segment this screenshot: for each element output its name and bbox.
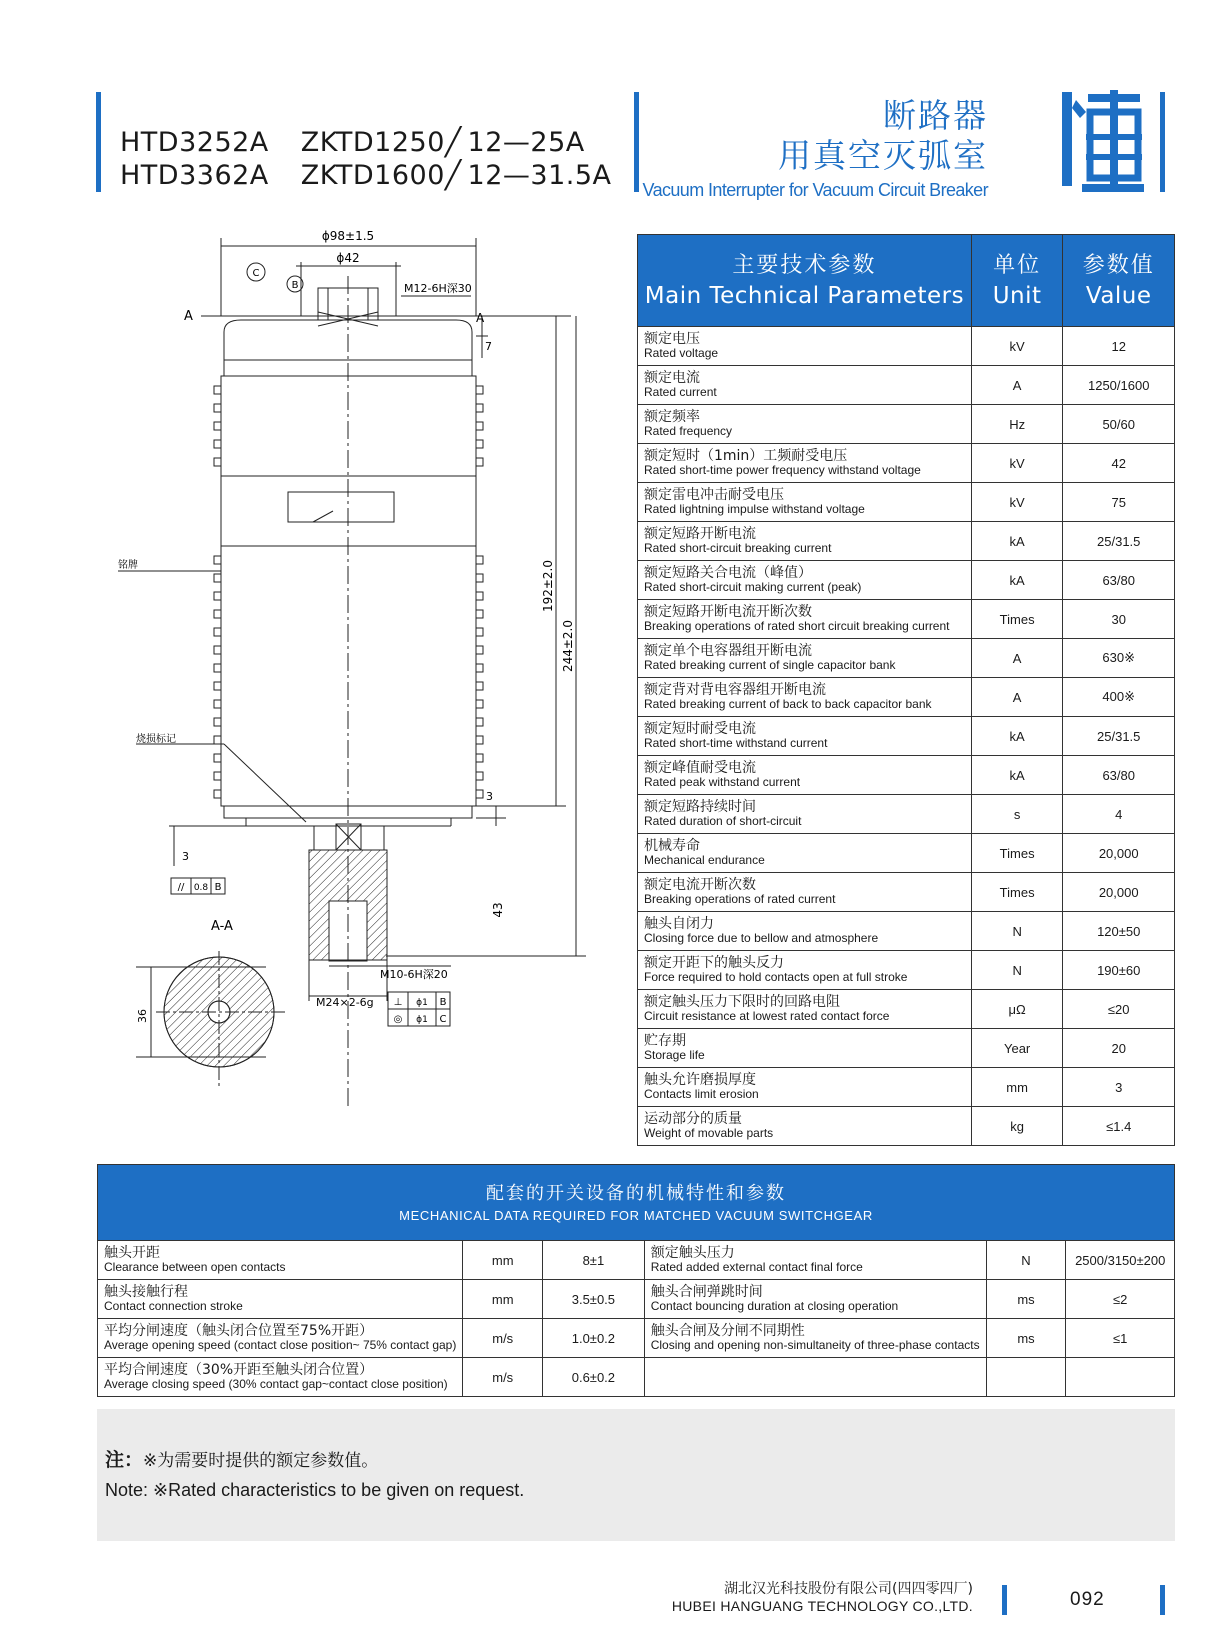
brand-cn-line2: 用真空灭弧室 bbox=[778, 136, 988, 175]
param-name-en: Rated frequency bbox=[644, 424, 733, 438]
tech-row bbox=[638, 522, 1175, 561]
company-en: HUBEI HANGUANG TECHNOLOGY CO.,LTD. bbox=[671, 1598, 973, 1614]
note-box bbox=[97, 1409, 1175, 1541]
param-value: 3 bbox=[1063, 1068, 1175, 1107]
mech-param-left-en: Average opening speed (contact close position~ 75% contact gap) bbox=[104, 1338, 457, 1352]
mech-param-left-cn: 平均合闸速度（30%开距至触头闭合位置） bbox=[104, 1362, 374, 1378]
header-right-bar bbox=[1160, 92, 1165, 192]
param-unit: kg bbox=[971, 1107, 1063, 1146]
model-line-1: HTD3252A ZKTD1250╱ 12—25A bbox=[120, 127, 585, 158]
param-name-cn: 额定频率 bbox=[644, 409, 700, 425]
tech-header-row bbox=[638, 235, 1175, 327]
param-unit: kA bbox=[971, 756, 1063, 795]
datum-c: C bbox=[252, 268, 260, 279]
param-value: 20 bbox=[1063, 1029, 1175, 1068]
mech-unit-right: N bbox=[986, 1241, 1066, 1280]
param-name bbox=[638, 834, 972, 873]
mech-param-right-cn: 触头合闸及分闸不同期性 bbox=[650, 1323, 805, 1339]
param-value: 63/80 bbox=[1063, 756, 1175, 795]
param-name-cn: 额定短路开断电流 bbox=[644, 526, 756, 542]
header-mid-bar bbox=[634, 92, 639, 192]
param-unit: N bbox=[971, 912, 1063, 951]
section-mark-right: A bbox=[476, 311, 485, 325]
param-name-en: Rated duration of short-circuit bbox=[644, 814, 802, 828]
mech-value-right bbox=[1066, 1358, 1175, 1397]
thread-rod: M24×2-6g bbox=[316, 996, 374, 1009]
mech-row bbox=[98, 1319, 1175, 1358]
tech-row bbox=[638, 873, 1175, 912]
param-name bbox=[638, 366, 972, 405]
tech-row bbox=[638, 756, 1175, 795]
tech-row bbox=[638, 834, 1175, 873]
param-name-cn: 额定触头压力下限时的回路电阻 bbox=[644, 994, 840, 1010]
param-name-en: Rated short-time power frequency withstand voltage bbox=[644, 463, 921, 477]
interrupter-drawing bbox=[96, 226, 636, 1166]
mech-row bbox=[98, 1280, 1175, 1319]
param-name-cn: 额定电流开断次数 bbox=[644, 877, 756, 893]
mech-param-right-en: Closing and opening non-simultaneity of three-phase contacts bbox=[650, 1338, 980, 1352]
tol-parallel-value: 0.8 bbox=[193, 883, 209, 893]
param-unit: A bbox=[971, 366, 1063, 405]
mech-param-left-cn: 触头开距 bbox=[104, 1245, 160, 1261]
param-name-en: Breaking operations of rated current bbox=[644, 892, 836, 906]
tech-row bbox=[638, 444, 1175, 483]
param-unit: Hz bbox=[971, 405, 1063, 444]
mech-param-left-en: Average closing speed (30% contact gap~contact close position) bbox=[104, 1377, 448, 1391]
param-unit: kV bbox=[971, 444, 1063, 483]
tol-perp-value: ϕ1 bbox=[416, 998, 428, 1008]
dim-inner-dia: ϕ42 bbox=[336, 251, 360, 265]
tech-row bbox=[638, 561, 1175, 600]
tech-row bbox=[638, 951, 1175, 990]
param-value: 30 bbox=[1063, 600, 1175, 639]
label-wear-mark: 烧损标记 bbox=[136, 734, 176, 745]
dim-3-left: 3 bbox=[182, 850, 189, 863]
param-name-cn: 额定雷电冲击耐受电压 bbox=[644, 487, 784, 503]
mech-param-left bbox=[98, 1241, 463, 1280]
tech-header-value: 参数值 Value bbox=[1063, 235, 1175, 327]
param-unit: kA bbox=[971, 717, 1063, 756]
company-cn: 湖北汉光科技股份有限公司(四四零四厂) bbox=[724, 1581, 973, 1597]
param-name-en: Closing force due to bellow and atmosphere bbox=[644, 931, 879, 945]
dim-36: 36 bbox=[136, 1009, 149, 1023]
mech-param-right bbox=[644, 1319, 986, 1358]
param-name-cn: 额定短时（1min）工频耐受电压 bbox=[644, 448, 848, 464]
param-name bbox=[638, 951, 972, 990]
param-value: 50/60 bbox=[1063, 405, 1175, 444]
param-name-cn: 额定开距下的触头反力 bbox=[644, 955, 784, 971]
tech-params-table bbox=[637, 234, 1175, 1146]
param-value: 63/80 bbox=[1063, 561, 1175, 600]
param-name bbox=[638, 795, 972, 834]
param-name-en: Mechanical endurance bbox=[644, 853, 765, 867]
param-name bbox=[638, 873, 972, 912]
param-name-cn: 额定短时耐受电流 bbox=[644, 721, 756, 737]
param-name-cn: 运动部分的质量 bbox=[644, 1111, 742, 1127]
brand-en: Vacuum Interrupter for Vacuum Circuit Breaker bbox=[642, 180, 988, 200]
param-unit: kA bbox=[971, 522, 1063, 561]
param-value: 25/31.5 bbox=[1063, 717, 1175, 756]
param-name-cn: 额定单个电容器组开断电流 bbox=[644, 643, 812, 659]
mech-unit-left: m/s bbox=[463, 1319, 543, 1358]
param-name bbox=[638, 444, 972, 483]
tech-header-param: 主要技术参数 Main Technical Parameters bbox=[638, 235, 972, 327]
param-unit: μΩ bbox=[971, 990, 1063, 1029]
dim-height-192: 192±2.0 bbox=[541, 559, 555, 613]
tech-row bbox=[638, 1029, 1175, 1068]
param-name bbox=[638, 1068, 972, 1107]
tol-perp-datum: B bbox=[439, 997, 447, 1008]
mech-value-left: 1.0±0.2 bbox=[543, 1319, 645, 1358]
param-value: 25/31.5 bbox=[1063, 522, 1175, 561]
mech-param-left-cn: 平均分闸速度（触头闭合位置至75%开距） bbox=[104, 1323, 374, 1339]
param-name-en: Rated voltage bbox=[644, 346, 719, 360]
param-unit: Times bbox=[971, 834, 1063, 873]
param-name-cn: 额定背对背电容器组开断电流 bbox=[644, 682, 826, 698]
param-name-cn: 机械寿命 bbox=[644, 838, 700, 854]
param-value: 4 bbox=[1063, 795, 1175, 834]
mech-param-right-cn: 额定触头压力 bbox=[650, 1245, 735, 1261]
tech-row bbox=[638, 639, 1175, 678]
tech-row bbox=[638, 366, 1175, 405]
param-name-cn: 额定短路开断电流开断次数 bbox=[644, 604, 812, 620]
param-name bbox=[638, 522, 972, 561]
param-name-en: Rated short-circuit making current (peak) bbox=[644, 580, 862, 594]
param-value: 1250/1600 bbox=[1063, 366, 1175, 405]
mech-unit-right bbox=[986, 1358, 1066, 1397]
tech-row bbox=[638, 990, 1175, 1029]
tol-conc-symbol: ◎ bbox=[393, 1014, 403, 1025]
brand-cn-line1: 断路器 bbox=[883, 96, 988, 135]
param-name bbox=[638, 990, 972, 1029]
mech-unit-left: m/s bbox=[463, 1358, 543, 1397]
param-unit: Times bbox=[971, 873, 1063, 912]
param-value: ≤1.4 bbox=[1063, 1107, 1175, 1146]
dim-7: 7 bbox=[485, 340, 492, 353]
note-en: Note: ※Rated characteristics to be given on request. bbox=[105, 1480, 525, 1500]
model-titles bbox=[120, 126, 611, 192]
param-unit: A bbox=[971, 639, 1063, 678]
param-name-en: Storage life bbox=[644, 1048, 705, 1062]
param-value: 630※ bbox=[1063, 639, 1175, 678]
mech-value-left: 8±1 bbox=[543, 1241, 645, 1280]
tol-parallel-datum: B bbox=[214, 882, 222, 893]
mech-param-right-cn: 触头合闸弹跳时间 bbox=[650, 1284, 763, 1300]
param-unit: N bbox=[971, 951, 1063, 990]
mech-header-row bbox=[98, 1165, 1175, 1241]
param-name-cn: 额定峰值耐受电流 bbox=[644, 760, 756, 776]
param-unit: mm bbox=[971, 1068, 1063, 1107]
param-name bbox=[638, 639, 972, 678]
mech-param-right-en: Contact bouncing duration at closing operation bbox=[650, 1299, 899, 1313]
param-name bbox=[638, 1107, 972, 1146]
tol-conc-datum: C bbox=[439, 1014, 447, 1025]
param-name bbox=[638, 678, 972, 717]
mech-value-right: ≤2 bbox=[1066, 1280, 1175, 1319]
param-value: 42 bbox=[1063, 444, 1175, 483]
dim-outer-dia: ϕ98±1.5 bbox=[321, 229, 375, 243]
param-name-cn: 贮存期 bbox=[644, 1033, 686, 1049]
mech-unit-left: mm bbox=[463, 1280, 543, 1319]
dim-height-244: 244±2.0 bbox=[561, 619, 575, 673]
param-value: 20,000 bbox=[1063, 834, 1175, 873]
tech-row bbox=[638, 717, 1175, 756]
param-name-en: Rated short-circuit breaking current bbox=[644, 541, 832, 555]
param-name-en: Rated short-time withstand current bbox=[644, 736, 828, 750]
param-name-cn: 额定电压 bbox=[644, 331, 700, 347]
tech-row bbox=[638, 327, 1175, 366]
tech-row bbox=[638, 600, 1175, 639]
param-name-cn: 额定短路持续时间 bbox=[644, 799, 756, 815]
dim-3-right: 3 bbox=[486, 790, 493, 803]
tech-row bbox=[638, 405, 1175, 444]
tech-row bbox=[638, 483, 1175, 522]
param-value: 400※ bbox=[1063, 678, 1175, 717]
param-name-en: Rated breaking current of back to back capacitor bank bbox=[644, 697, 932, 711]
param-unit: Times bbox=[971, 600, 1063, 639]
mech-data-table bbox=[97, 1164, 1175, 1397]
tol-perp-symbol: ⊥ bbox=[393, 997, 403, 1008]
param-value: 190±60 bbox=[1063, 951, 1175, 990]
tech-header-unit: 单位 Unit bbox=[971, 235, 1063, 327]
param-name-en: Weight of movable parts bbox=[644, 1126, 774, 1140]
section-label: A-A bbox=[211, 919, 233, 934]
tech-row bbox=[638, 678, 1175, 717]
tech-row bbox=[638, 1107, 1175, 1146]
param-value: 120±50 bbox=[1063, 912, 1175, 951]
param-value: 12 bbox=[1063, 327, 1175, 366]
param-name-cn: 额定电流 bbox=[644, 370, 700, 386]
mech-header: 配套的开关设备的机械特性和参数 MECHANICAL DATA REQUIRED FOR MATCHED VACUUM SWITCHGEAR bbox=[98, 1165, 1175, 1241]
param-name-en: Contacts limit erosion bbox=[644, 1087, 759, 1101]
param-name-en: Rated lightning impulse withstand voltage bbox=[644, 502, 865, 516]
mech-param-left-en: Contact connection stroke bbox=[104, 1299, 243, 1313]
param-name-cn: 额定短路关合电流（峰值） bbox=[644, 565, 812, 581]
mech-param-right bbox=[644, 1358, 986, 1397]
model-line-2: HTD3362A ZKTD1600╱ 12—31.5A bbox=[120, 160, 612, 191]
param-name bbox=[638, 405, 972, 444]
thread-bottom: M10-6H深20 bbox=[380, 968, 448, 981]
mech-param-left bbox=[98, 1319, 463, 1358]
mech-param-left bbox=[98, 1280, 463, 1319]
page-number: 092 bbox=[1070, 1589, 1105, 1610]
mech-param-right bbox=[644, 1280, 986, 1319]
param-name-en: Rated current bbox=[644, 385, 717, 399]
param-name-en: Circuit resistance at lowest rated contact force bbox=[644, 1009, 890, 1023]
mech-unit-right: ms bbox=[986, 1280, 1066, 1319]
param-name-en: Force required to hold contacts open at full stroke bbox=[644, 970, 908, 984]
label-nameplate: 铭牌 bbox=[118, 560, 138, 571]
param-name-en: Rated breaking current of single capacitor bank bbox=[644, 658, 896, 672]
param-name bbox=[638, 483, 972, 522]
param-name bbox=[638, 756, 972, 795]
mech-param-right-en: Rated added external contact final force bbox=[650, 1260, 863, 1274]
section-mark-left: A bbox=[184, 309, 193, 324]
mech-param-left bbox=[98, 1358, 463, 1397]
dim-43: 43 bbox=[491, 902, 505, 918]
tech-row bbox=[638, 912, 1175, 951]
param-value: ≤20 bbox=[1063, 990, 1175, 1029]
mech-row bbox=[98, 1241, 1175, 1280]
tol-conc-value: ϕ1 bbox=[416, 1015, 428, 1025]
mech-param-left-cn: 触头接触行程 bbox=[104, 1284, 188, 1300]
mech-value-right: 2500/3150±200 bbox=[1066, 1241, 1175, 1280]
param-unit: A bbox=[971, 678, 1063, 717]
param-name-cn: 触头自闭力 bbox=[644, 916, 714, 932]
tech-row bbox=[638, 795, 1175, 834]
param-name bbox=[638, 327, 972, 366]
mech-value-left: 0.6±0.2 bbox=[543, 1358, 645, 1397]
param-value: 75 bbox=[1063, 483, 1175, 522]
tol-parallel-symbol: // bbox=[177, 882, 185, 893]
param-unit: kA bbox=[971, 561, 1063, 600]
param-name bbox=[638, 912, 972, 951]
mech-unit-right: ms bbox=[986, 1319, 1066, 1358]
param-name bbox=[638, 561, 972, 600]
footer-bar-right bbox=[1160, 1585, 1165, 1615]
footer-company bbox=[672, 1580, 973, 1614]
param-name bbox=[638, 717, 972, 756]
param-name bbox=[638, 600, 972, 639]
param-unit: Year bbox=[971, 1029, 1063, 1068]
param-name-en: Breaking operations of rated short circuit breaking current bbox=[644, 619, 950, 633]
param-unit: s bbox=[971, 795, 1063, 834]
mech-row bbox=[98, 1358, 1175, 1397]
header-left-bar bbox=[96, 92, 101, 192]
param-name-en: Rated peak withstand current bbox=[644, 775, 801, 789]
note-cn: 注：※为需要时提供的额定参数值。 bbox=[105, 1449, 379, 1471]
param-unit: kV bbox=[971, 483, 1063, 522]
mech-value-right: ≤1 bbox=[1066, 1319, 1175, 1358]
mech-unit-left: mm bbox=[463, 1241, 543, 1280]
dim-thread-top: M12-6H深30 bbox=[404, 282, 472, 295]
param-name-cn: 触头允许磨损厚度 bbox=[644, 1072, 756, 1088]
mech-param-left-en: Clearance between open contacts bbox=[104, 1260, 286, 1274]
param-value: 20,000 bbox=[1063, 873, 1175, 912]
mech-value-left: 3.5±0.5 bbox=[543, 1280, 645, 1319]
brand-block bbox=[643, 96, 988, 202]
datum-b: B bbox=[291, 280, 299, 291]
hanguang-logo-icon bbox=[1058, 90, 1144, 194]
footer-bar-left bbox=[1002, 1585, 1007, 1615]
mech-param-right bbox=[644, 1241, 986, 1280]
param-name bbox=[638, 1029, 972, 1068]
param-unit: kV bbox=[971, 327, 1063, 366]
tech-row bbox=[638, 1068, 1175, 1107]
